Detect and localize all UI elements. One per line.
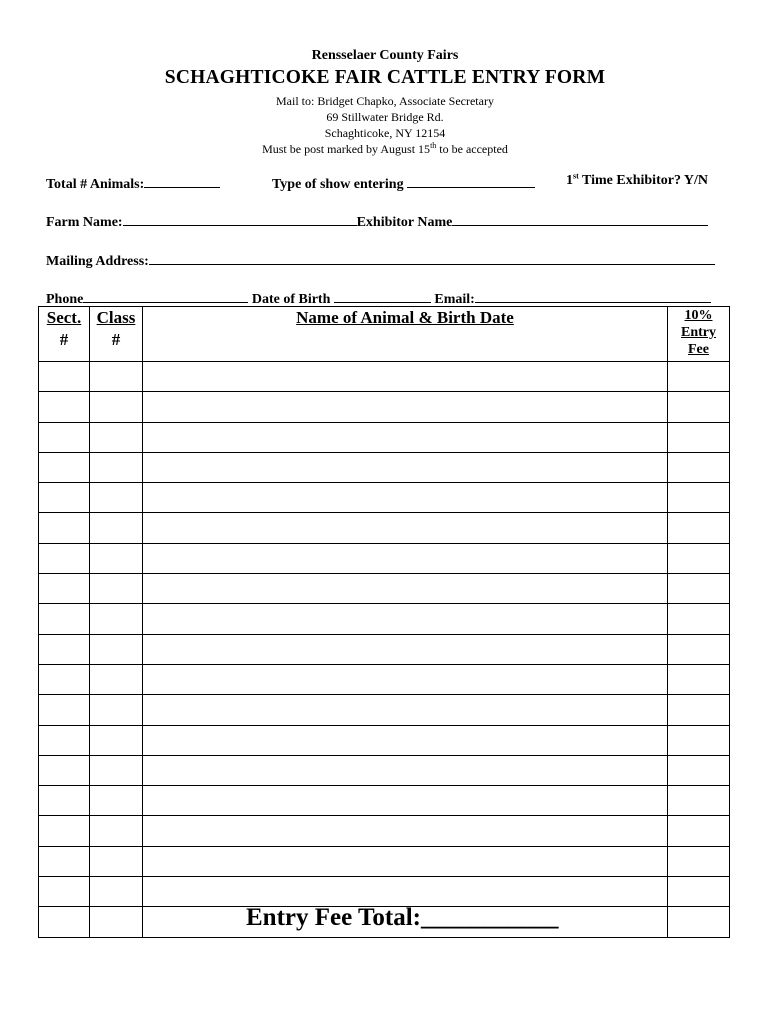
email-blank[interactable] — [475, 288, 711, 303]
class-cell[interactable] — [90, 846, 143, 876]
class-cell[interactable] — [90, 755, 143, 785]
animal-name-cell[interactable] — [143, 786, 668, 816]
table-row — [39, 786, 730, 816]
animal-name-cell[interactable] — [143, 392, 668, 422]
table-row — [39, 846, 730, 876]
dob-label: Date of Birth — [251, 292, 331, 307]
phone-label: Phone — [46, 292, 84, 307]
entry-fee-total-label: Entry Fee Total: — [246, 904, 421, 931]
animal-name-cell[interactable] — [143, 574, 668, 604]
class-cell[interactable] — [90, 604, 143, 634]
col-fee-label-3: Fee — [688, 342, 709, 357]
animal-name-cell[interactable] — [143, 816, 668, 846]
class-cell[interactable] — [90, 422, 143, 452]
entry-fee-cell[interactable] — [668, 483, 730, 513]
mailing-instructions — [0, 93, 770, 157]
entry-rows — [39, 362, 730, 938]
exhibitor-name-blank[interactable] — [452, 211, 708, 226]
col-class-label: Class — [96, 308, 136, 327]
table-header-row — [39, 307, 730, 362]
class-cell[interactable] — [90, 907, 143, 937]
sect-cell[interactable] — [39, 574, 90, 604]
table-row — [39, 634, 730, 664]
sect-cell[interactable] — [39, 452, 90, 482]
entry-fee-cell[interactable] — [668, 907, 730, 937]
sect-cell[interactable] — [39, 392, 90, 422]
table-row — [39, 695, 730, 725]
animal-name-cell[interactable] — [143, 664, 668, 694]
class-cell[interactable] — [90, 513, 143, 543]
sect-cell[interactable] — [39, 634, 90, 664]
entries-table — [38, 306, 730, 938]
table-row — [39, 392, 730, 422]
col-header-sect — [39, 307, 90, 362]
sect-cell[interactable] — [39, 695, 90, 725]
entry-fee-cell[interactable] — [668, 755, 730, 785]
phone-dob-email-field — [46, 288, 711, 308]
entry-fee-cell[interactable] — [668, 452, 730, 482]
sect-cell[interactable] — [39, 543, 90, 573]
entry-fee-cell[interactable] — [668, 543, 730, 573]
entry-fee-cell[interactable] — [668, 786, 730, 816]
postmark-text: Must be post marked by August 15 — [262, 142, 431, 156]
col-header-fee — [668, 307, 730, 362]
show-type-field — [272, 173, 535, 193]
col-sect-label: Sect. — [46, 308, 82, 327]
entry-fee-cell[interactable] — [668, 846, 730, 876]
col-class-num: # — [111, 330, 121, 349]
col-sect-num: # — [59, 330, 69, 349]
phone-blank[interactable] — [83, 288, 248, 303]
farm-name-field — [46, 211, 708, 231]
table-row — [39, 574, 730, 604]
table-row — [39, 877, 730, 907]
total-animals-field — [46, 173, 220, 193]
col-fee-label-1: 10% — [684, 308, 713, 323]
entry-fee-total-blank[interactable]: ___________ — [421, 904, 559, 931]
animal-name-cell[interactable] — [143, 543, 668, 573]
first-time-exhibitor-field[interactable] — [566, 173, 708, 189]
animal-name-cell[interactable] — [143, 755, 668, 785]
animal-name-cell[interactable] — [143, 725, 668, 755]
col-animal-label: Name of Animal & Birth Date — [296, 308, 514, 327]
animal-name-cell[interactable] — [143, 695, 668, 725]
entry-fee-cell[interactable] — [668, 422, 730, 452]
entry-fee-cell[interactable] — [668, 695, 730, 725]
sect-cell[interactable] — [39, 877, 90, 907]
sect-cell[interactable] — [39, 755, 90, 785]
sect-cell[interactable] — [39, 725, 90, 755]
class-cell[interactable] — [90, 725, 143, 755]
class-cell[interactable] — [90, 362, 143, 392]
class-cell[interactable] — [90, 392, 143, 422]
animal-name-cell[interactable] — [143, 846, 668, 876]
entry-fee-cell[interactable] — [668, 816, 730, 846]
class-cell[interactable] — [90, 634, 143, 664]
table-row — [39, 755, 730, 785]
animal-name-cell[interactable] — [143, 422, 668, 452]
entry-fee-cell[interactable] — [668, 513, 730, 543]
sect-cell[interactable] — [39, 846, 90, 876]
show-type-blank[interactable] — [407, 173, 535, 188]
postmark-deadline — [0, 141, 770, 157]
sect-cell[interactable] — [39, 362, 90, 392]
animal-name-cell[interactable] — [143, 362, 668, 392]
first-time-num: 1 — [566, 173, 573, 188]
table-row — [39, 816, 730, 846]
total-animals-blank[interactable] — [144, 173, 220, 188]
entry-fee-cell[interactable] — [668, 362, 730, 392]
postmark-text-end: to be accepted — [436, 142, 508, 156]
table-row — [39, 725, 730, 755]
first-time-sup: st — [573, 171, 579, 181]
animal-name-cell[interactable] — [143, 513, 668, 543]
class-cell[interactable] — [90, 695, 143, 725]
mail-line-3: Schaghticoke, NY 12154 — [324, 126, 446, 140]
entry-fee-cell[interactable] — [668, 634, 730, 664]
form-title: SCHAGHTICOKE FAIR CATTLE ENTRY FORM — [164, 67, 606, 88]
table-row — [39, 543, 730, 573]
entry-fee-cell[interactable] — [668, 877, 730, 907]
animal-name-cell[interactable] — [143, 877, 668, 907]
entry-fee-cell[interactable] — [668, 664, 730, 694]
animal-name-cell[interactable] — [143, 604, 668, 634]
class-cell[interactable] — [90, 483, 143, 513]
mailing-address-blank[interactable] — [149, 250, 715, 265]
sect-cell[interactable] — [39, 422, 90, 452]
entry-fee-cell[interactable] — [668, 392, 730, 422]
class-cell[interactable] — [90, 574, 143, 604]
animal-name-cell[interactable] — [143, 634, 668, 664]
mailing-address-label: Mailing Address: — [46, 254, 149, 269]
email-label: Email: — [434, 292, 475, 307]
first-time-label: Time Exhibitor? Y/N — [578, 173, 709, 188]
table-row — [39, 422, 730, 452]
mail-line-1: Mail to: Bridget Chapko, Associate Secretary — [276, 94, 494, 108]
sect-cell[interactable] — [39, 483, 90, 513]
postmark-sup: th — [430, 141, 437, 150]
sect-cell[interactable] — [39, 907, 90, 937]
mailing-address-field — [46, 250, 715, 270]
sect-cell[interactable] — [39, 664, 90, 694]
table-row — [39, 483, 730, 513]
exhibitor-name-label: Exhibitor Name — [356, 215, 453, 230]
table-row — [39, 362, 730, 392]
sect-cell[interactable] — [39, 816, 90, 846]
sect-cell[interactable] — [39, 604, 90, 634]
farm-name-blank[interactable] — [123, 211, 357, 226]
entry-fee-cell[interactable] — [668, 604, 730, 634]
mail-line-2: 69 Stillwater Bridge Rd. — [326, 110, 444, 124]
dob-blank[interactable] — [334, 288, 431, 303]
class-cell[interactable] — [90, 664, 143, 694]
col-header-animal — [143, 307, 668, 362]
entry-fee-total — [246, 904, 559, 932]
col-fee-label-2: Entry — [681, 325, 716, 340]
class-cell[interactable] — [90, 877, 143, 907]
table-row — [39, 664, 730, 694]
org-name: Rensselaer County Fairs — [311, 48, 459, 63]
table-row — [39, 513, 730, 543]
col-header-class — [90, 307, 143, 362]
show-type-label: Type of show entering — [272, 177, 404, 192]
table-row — [39, 604, 730, 634]
class-cell[interactable] — [90, 452, 143, 482]
table-row — [39, 452, 730, 482]
total-animals-label: Total # Animals: — [46, 177, 145, 192]
entry-fee-cell[interactable] — [668, 725, 730, 755]
class-cell[interactable] — [90, 816, 143, 846]
animal-name-cell[interactable] — [143, 452, 668, 482]
farm-name-label: Farm Name: — [46, 215, 123, 230]
animal-name-cell[interactable] — [143, 483, 668, 513]
entry-fee-cell[interactable] — [668, 574, 730, 604]
sect-cell[interactable] — [39, 786, 90, 816]
sect-cell[interactable] — [39, 513, 90, 543]
class-cell[interactable] — [90, 543, 143, 573]
class-cell[interactable] — [90, 786, 143, 816]
